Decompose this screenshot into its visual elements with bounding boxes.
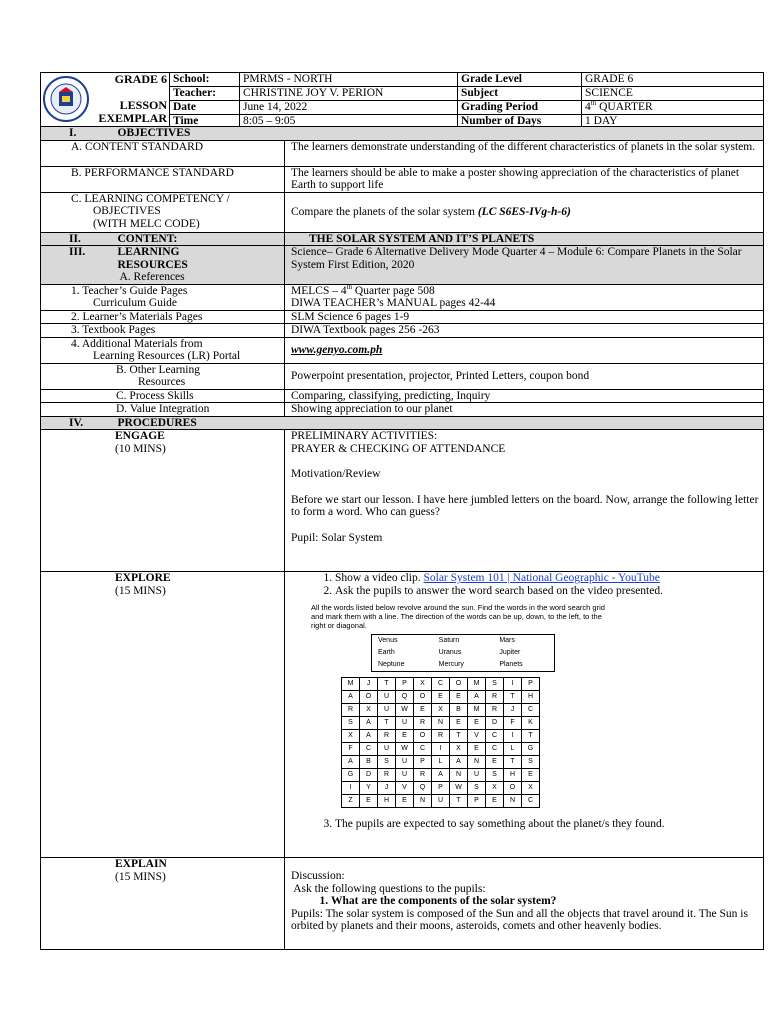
resources-value: Science– Grade 6 Alternative Delivery Mode Quarter 4 – Module 6: Compare Planets in the Solar System First Edition, 2020 bbox=[285, 246, 764, 285]
engage-label: ENGAGE (10 MINS) bbox=[41, 430, 285, 572]
explore-step-2: 2. Ask the pupils to answer the word search based on the video presented. bbox=[335, 585, 760, 598]
grid-cell: R bbox=[414, 717, 432, 730]
process-skills-row: C. Process Skills Comparing, classifying, predicting, Inquiry bbox=[41, 389, 764, 403]
grid-row bbox=[342, 795, 540, 808]
performance-standard-row bbox=[41, 166, 764, 192]
grid-cell: X bbox=[450, 743, 468, 756]
grid-cell: G bbox=[522, 743, 540, 756]
grid-cell: O bbox=[450, 678, 468, 691]
grid-cell: H bbox=[522, 691, 540, 704]
grading-period-value: 4th QUARTER bbox=[582, 101, 764, 115]
grid-cell: U bbox=[378, 704, 396, 717]
grid-cell: S bbox=[486, 769, 504, 782]
grid-cell: R bbox=[342, 704, 360, 717]
grid-cell: R bbox=[486, 691, 504, 704]
grid-cell: S bbox=[342, 717, 360, 730]
grid-cell: A bbox=[360, 717, 378, 730]
content-standard-label: A. CONTENT STANDARD bbox=[41, 140, 285, 166]
content-standard-row bbox=[41, 140, 764, 166]
grid-cell: I bbox=[342, 782, 360, 795]
grading-period-label: Grading Period bbox=[458, 101, 582, 115]
grid-cell: E bbox=[486, 756, 504, 769]
content-header: II. CONTENT: THE SOLAR SYSTEM AND IT’S PLANETS bbox=[41, 232, 764, 246]
grid-cell: H bbox=[378, 795, 396, 808]
grid-cell: I bbox=[504, 730, 522, 743]
grid-cell: M bbox=[468, 704, 486, 717]
grid-cell: A bbox=[360, 730, 378, 743]
tg-pages-label: 1. Teacher’s Guide Pages Curriculum Guide bbox=[41, 284, 285, 310]
grid-cell: I bbox=[504, 678, 522, 691]
word-search-grid bbox=[341, 677, 540, 808]
grid-cell: C bbox=[432, 678, 450, 691]
grid-cell: R bbox=[432, 730, 450, 743]
grid-cell: V bbox=[468, 730, 486, 743]
time-value: 8:05 – 9:05 bbox=[240, 115, 458, 129]
grid-cell: R bbox=[486, 704, 504, 717]
grid-cell: J bbox=[360, 678, 378, 691]
grid-cell: M bbox=[342, 678, 360, 691]
date-label: Date bbox=[170, 101, 240, 115]
textbook-pages-row: 3. Textbook Pages DIWA Textbook pages 256 -263 bbox=[41, 324, 764, 338]
value-integration-row: D. Value Integration Showing appreciation to our planet bbox=[41, 403, 764, 417]
content-standard-value: The learners demonstrate understanding of the different characteristics of planets in the solar system. bbox=[285, 140, 764, 166]
explore-content bbox=[285, 572, 764, 858]
grid-row bbox=[342, 691, 540, 704]
grid-cell: O bbox=[360, 691, 378, 704]
days-label: Number of Days bbox=[458, 115, 582, 129]
grid-cell: E bbox=[522, 769, 540, 782]
grid-cell: U bbox=[468, 769, 486, 782]
additional-materials-row bbox=[41, 337, 764, 363]
grid-cell: B bbox=[450, 704, 468, 717]
grid-cell: R bbox=[378, 730, 396, 743]
grid-cell: E bbox=[396, 730, 414, 743]
competency-label: C. LEARNING COMPETENCY / OBJECTIVES (WITH MELC CODE) bbox=[41, 192, 285, 232]
grid-cell: D bbox=[486, 717, 504, 730]
grid-cell: L bbox=[504, 743, 522, 756]
grid-cell: R bbox=[378, 769, 396, 782]
grid-cell: A bbox=[342, 756, 360, 769]
explain-content: Discussion: Ask the following questions to the pupils: 1. What are the components of the solar system? Pupils: The solar system is composed of the Sun and all the objects that travel around it. The Sun is orbited by planets and their moons, asteroids, comets and other heavenly bodies. bbox=[285, 858, 764, 950]
grid-row bbox=[342, 769, 540, 782]
youtube-video-link[interactable]: Solar System 101 | National Geographic - YouTube bbox=[423, 572, 660, 584]
grid-cell: A bbox=[468, 691, 486, 704]
lesson-title bbox=[93, 73, 170, 130]
grid-cell: Y bbox=[360, 782, 378, 795]
grid-cell: P bbox=[432, 782, 450, 795]
grid-cell: B bbox=[360, 756, 378, 769]
grid-cell: S bbox=[486, 678, 504, 691]
tg-pages-value: MELCS – 4th Quarter page 508 DIWA TEACHER’s MANUAL pages 42-44 bbox=[285, 284, 764, 310]
grid-cell: H bbox=[504, 769, 522, 782]
grid-cell: X bbox=[522, 782, 540, 795]
performance-standard-value: The learners should be able to make a poster showing appreciation of the characteristics of planet Earth to support life bbox=[285, 166, 764, 192]
grid-cell: C bbox=[414, 743, 432, 756]
grid-cell: D bbox=[360, 769, 378, 782]
grid-cell: P bbox=[396, 678, 414, 691]
grid-cell: E bbox=[486, 795, 504, 808]
resources-row: III. LEARNING RESOURCES A. References Science– Grade 6 Alternative Delivery Mode Quarter 4 – Module 6: Compare Planets in the Solar System First Edition, 2020 bbox=[41, 246, 764, 285]
explain-row bbox=[41, 858, 764, 950]
grid-cell: T bbox=[450, 730, 468, 743]
grid-cell: S bbox=[522, 756, 540, 769]
grid-cell: C bbox=[522, 795, 540, 808]
explore-step-1: 1. Show a video clip. Solar System 101 | National Geographic - YouTube bbox=[335, 572, 760, 585]
word-search-instructions: All the words listed below revolve around the sun. Find the words in the word search grid and mark them with a line. The direction of the words can be up, down, to the left, to the right or diagonal. bbox=[311, 603, 605, 630]
grid-cell: N bbox=[450, 769, 468, 782]
grid-cell: A bbox=[450, 756, 468, 769]
competency-row bbox=[41, 192, 764, 232]
grid-cell: A bbox=[342, 691, 360, 704]
lm-pages-row: 2. Learner’s Materials Pages SLM Science 6 pages 1-9 bbox=[41, 310, 764, 324]
resources-title: LEARNING RESOURCES A. References bbox=[115, 246, 285, 285]
grid-cell: Q bbox=[414, 782, 432, 795]
grid-cell: I bbox=[432, 743, 450, 756]
deped-seal bbox=[41, 73, 93, 130]
grade-level-label: Grade Level bbox=[458, 73, 582, 87]
grid-cell: E bbox=[468, 743, 486, 756]
grid-cell: N bbox=[432, 717, 450, 730]
school-value: PMRMS - NORTH bbox=[240, 73, 458, 87]
grid-cell: T bbox=[504, 691, 522, 704]
explore-label: EXPLORE (15 MINS) bbox=[41, 572, 285, 858]
grid-cell: P bbox=[522, 678, 540, 691]
grid-cell: Q bbox=[396, 691, 414, 704]
grid-row bbox=[342, 782, 540, 795]
teacher-value: CHRISTINE JOY V. PERION bbox=[240, 87, 458, 101]
grid-cell: O bbox=[414, 730, 432, 743]
grid-cell: U bbox=[396, 769, 414, 782]
competency-value: Compare the planets of the solar system (LC S6ES-IVg-h-6) bbox=[285, 192, 764, 232]
grid-cell: P bbox=[468, 795, 486, 808]
grid-cell: Z bbox=[342, 795, 360, 808]
subject-label: Subject bbox=[458, 87, 582, 101]
grid-cell: U bbox=[396, 756, 414, 769]
grid-cell: U bbox=[396, 717, 414, 730]
grid-cell: E bbox=[468, 717, 486, 730]
grid-cell: N bbox=[414, 795, 432, 808]
grid-cell: T bbox=[378, 678, 396, 691]
explore-row bbox=[41, 572, 764, 858]
grid-cell: C bbox=[360, 743, 378, 756]
explore-steps-cont bbox=[291, 818, 760, 831]
grid-cell: E bbox=[432, 691, 450, 704]
grid-cell: G bbox=[342, 769, 360, 782]
word-list: Venus Saturn Mars Earth Uranus Jupiter Neptune Mercury Planets bbox=[371, 634, 555, 672]
engage-row bbox=[41, 430, 764, 572]
grid-cell: V bbox=[396, 782, 414, 795]
grid-cell: C bbox=[486, 743, 504, 756]
grid-cell: T bbox=[504, 756, 522, 769]
exemplar-line2: EXEMPLAR bbox=[98, 111, 167, 125]
time-label: Time bbox=[170, 115, 240, 129]
explore-step-3: 3. The pupils are expected to say something about the planet/s they found. bbox=[335, 818, 760, 831]
date-value: June 14, 2022 bbox=[240, 101, 458, 115]
grid-cell: M bbox=[468, 678, 486, 691]
grid-cell: W bbox=[396, 743, 414, 756]
grid-cell: T bbox=[378, 717, 396, 730]
grid-cell: W bbox=[396, 704, 414, 717]
lr-portal-link[interactable]: www.genyo.com.ph bbox=[285, 337, 764, 363]
grid-cell: E bbox=[360, 795, 378, 808]
engage-content: PRELIMINARY ACTIVITIES: PRAYER & CHECKING OF ATTENDANCE Motivation/Review Before we start our lesson. I have here jumbled letters on the board. Now, arrange the following letter to form a word. Who can guess? Pupil: Solar System bbox=[285, 430, 764, 572]
grid-row bbox=[342, 756, 540, 769]
tg-pages-row bbox=[41, 284, 764, 310]
grid-cell: N bbox=[468, 756, 486, 769]
grid-cell: T bbox=[450, 795, 468, 808]
grid-cell: C bbox=[486, 730, 504, 743]
content-value: THE SOLAR SYSTEM AND IT’S PLANETS bbox=[285, 232, 764, 246]
grid-cell: X bbox=[432, 704, 450, 717]
seal-icon bbox=[41, 73, 91, 125]
header-table bbox=[40, 72, 764, 130]
grid-cell: U bbox=[432, 795, 450, 808]
grid-cell: K bbox=[522, 717, 540, 730]
grid-cell: W bbox=[450, 782, 468, 795]
explore-steps bbox=[291, 572, 760, 597]
grid-cell: F bbox=[342, 743, 360, 756]
grid-cell: J bbox=[504, 704, 522, 717]
grade-title: GRADE 6 bbox=[114, 72, 167, 86]
grid-cell: O bbox=[504, 782, 522, 795]
grid-cell: C bbox=[522, 704, 540, 717]
grid-cell: E bbox=[396, 795, 414, 808]
grid-cell: X bbox=[414, 678, 432, 691]
grid-cell: E bbox=[414, 704, 432, 717]
lesson-plan-table bbox=[40, 126, 764, 950]
grid-cell: T bbox=[522, 730, 540, 743]
grid-cell: J bbox=[378, 782, 396, 795]
grid-cell: U bbox=[378, 691, 396, 704]
grid-row bbox=[342, 743, 540, 756]
grid-row bbox=[342, 704, 540, 717]
grid-row bbox=[342, 678, 540, 691]
subject-value: SCIENCE bbox=[582, 87, 764, 101]
grid-cell: U bbox=[378, 743, 396, 756]
grid-cell: R bbox=[414, 769, 432, 782]
grid-cell: S bbox=[378, 756, 396, 769]
grid-cell: X bbox=[342, 730, 360, 743]
explain-answer: Pupils: The solar system is composed of the Sun and all the objects that travel around it. The Sun is orbited by planets and their moons, asteroids, comets and other heavenly bodies. bbox=[291, 907, 748, 932]
other-resources-row: B. Other Learning Resources Powerpoint presentation, projector, Printed Letters, coupon bond bbox=[41, 363, 764, 389]
exemplar-line1: LESSON bbox=[119, 98, 167, 112]
teacher-label: Teacher: bbox=[170, 87, 240, 101]
grid-cell: E bbox=[450, 717, 468, 730]
grid-cell: X bbox=[486, 782, 504, 795]
grid-cell: P bbox=[414, 756, 432, 769]
grid-cell: S bbox=[468, 782, 486, 795]
grid-row bbox=[342, 730, 540, 743]
grid-cell: L bbox=[432, 756, 450, 769]
grid-cell: E bbox=[450, 691, 468, 704]
grid-cell: N bbox=[504, 795, 522, 808]
explain-label: EXPLAIN (15 MINS) bbox=[41, 858, 285, 950]
procedures-header: IV. PROCEDURES bbox=[41, 416, 764, 430]
grid-cell: A bbox=[432, 769, 450, 782]
grid-row bbox=[342, 717, 540, 730]
explain-question-1: 1. What are the components of the solar system? bbox=[331, 895, 760, 908]
additional-materials-label: 4. Additional Materials from Learning Resources (LR) Portal bbox=[41, 337, 285, 363]
grid-cell: F bbox=[504, 717, 522, 730]
other-resources-label: B. Other Learning Resources bbox=[41, 363, 285, 389]
objectives-header: I. OBJECTIVES bbox=[41, 127, 764, 141]
grid-cell: X bbox=[360, 704, 378, 717]
grid-cell: O bbox=[414, 691, 432, 704]
grade-level-value: GRADE 6 bbox=[582, 73, 764, 87]
school-label: School: bbox=[170, 73, 240, 87]
days-value: 1 DAY bbox=[582, 115, 764, 129]
performance-standard-label: B. PERFORMANCE STANDARD bbox=[41, 166, 285, 192]
